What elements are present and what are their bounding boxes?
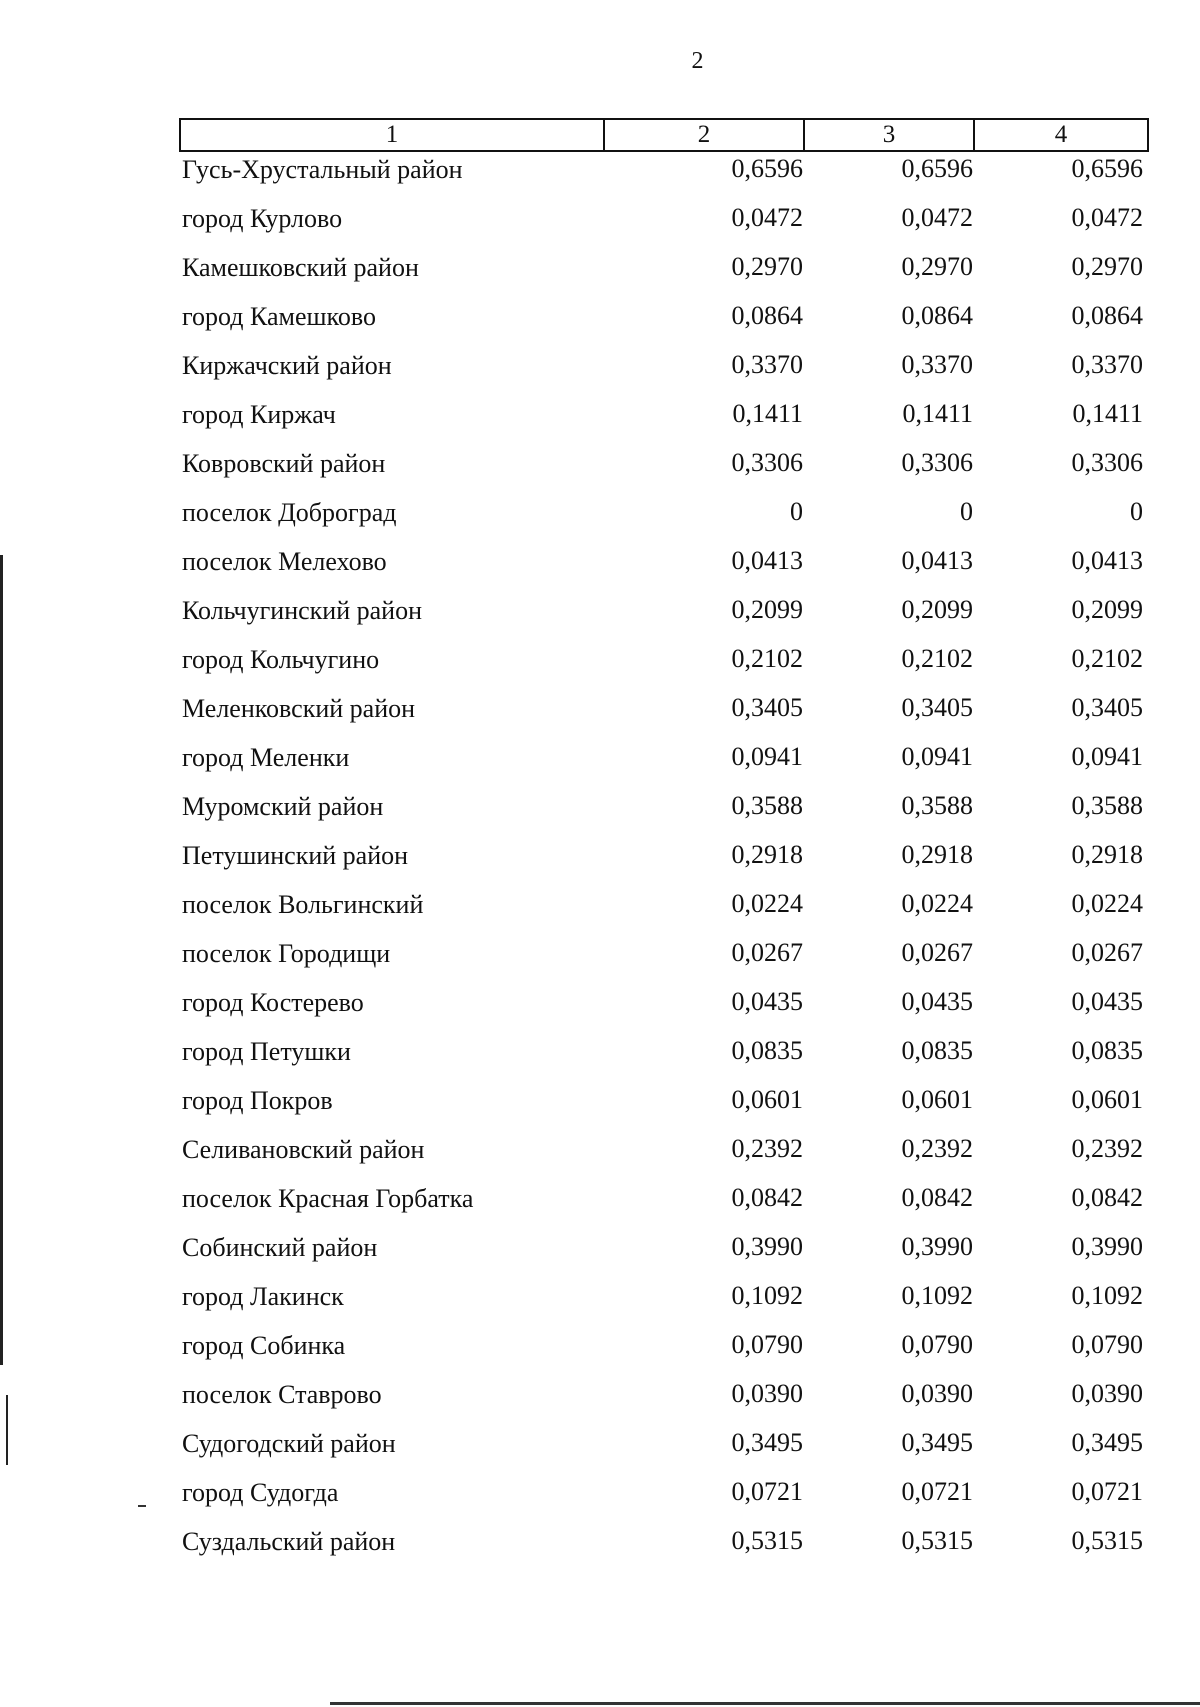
row-value-col4: 0 bbox=[1130, 497, 1143, 526]
table-row bbox=[0, 496, 1200, 545]
column-header-table bbox=[179, 118, 1149, 152]
row-name: город Киржач bbox=[182, 400, 336, 429]
row-value-col3: 0,3990 bbox=[901, 1232, 973, 1261]
row-name: Собинский район bbox=[182, 1233, 378, 1262]
row-value-col2: 0,1092 bbox=[731, 1281, 803, 1310]
row-name: Муромский район bbox=[182, 792, 384, 821]
row-name: Селивановский район bbox=[182, 1135, 425, 1164]
row-value-col4: 0,0835 bbox=[1071, 1036, 1143, 1065]
row-value-col2: 0,0413 bbox=[731, 546, 803, 575]
row-value-col2: 0,0390 bbox=[731, 1379, 803, 1408]
row-value-col4: 0,3306 bbox=[1071, 448, 1143, 477]
row-name: город Камешково bbox=[182, 302, 376, 331]
table-row bbox=[0, 1182, 1200, 1231]
row-value-col2: 0,0435 bbox=[731, 987, 803, 1016]
row-value-col4: 0,3495 bbox=[1071, 1428, 1143, 1457]
table-row bbox=[0, 1035, 1200, 1084]
row-value-col4: 0,0390 bbox=[1071, 1379, 1143, 1408]
column-header-3: 3 bbox=[804, 119, 974, 151]
row-value-col4: 0,6596 bbox=[1071, 154, 1143, 183]
row-value-col4: 0,0267 bbox=[1071, 938, 1143, 967]
table-row bbox=[0, 545, 1200, 594]
scan-artifact-edge bbox=[330, 1702, 1200, 1705]
row-value-col2: 0,2102 bbox=[731, 644, 803, 673]
row-value-col3: 0,0224 bbox=[901, 889, 973, 918]
row-name: город Меленки bbox=[182, 743, 350, 772]
column-header-2: 2 bbox=[604, 119, 804, 151]
row-value-col3: 0,3588 bbox=[901, 791, 973, 820]
row-name: Ковровский район bbox=[182, 449, 386, 478]
row-value-col2: 0,2918 bbox=[731, 840, 803, 869]
row-name: город Судогда bbox=[182, 1478, 339, 1507]
row-value-col2: 0,0842 bbox=[731, 1183, 803, 1212]
row-name: Суздальский район bbox=[182, 1527, 396, 1556]
row-name: город Кольчугино bbox=[182, 645, 380, 674]
row-value-col3: 0,2102 bbox=[901, 644, 973, 673]
scan-artifact-mark bbox=[138, 1505, 146, 1507]
table-row bbox=[0, 986, 1200, 1035]
row-name: город Лакинск bbox=[182, 1282, 344, 1311]
row-value-col2: 0,0941 bbox=[731, 742, 803, 771]
row-value-col2: 0,3588 bbox=[731, 791, 803, 820]
row-value-col3: 0,3405 bbox=[901, 693, 973, 722]
row-value-col2: 0,2392 bbox=[731, 1134, 803, 1163]
row-value-col2: 0,2970 bbox=[731, 252, 803, 281]
table-row bbox=[0, 643, 1200, 692]
row-name: Судогодский район bbox=[182, 1429, 396, 1458]
table-row bbox=[0, 251, 1200, 300]
row-value-col3: 0 bbox=[960, 497, 973, 526]
row-value-col3: 0,0721 bbox=[901, 1477, 973, 1506]
row-value-col4: 0,0941 bbox=[1071, 742, 1143, 771]
row-value-col4: 0,2099 bbox=[1071, 595, 1143, 624]
table-row bbox=[0, 300, 1200, 349]
page-number: 2 bbox=[691, 48, 704, 74]
row-value-col4: 0,2102 bbox=[1071, 644, 1143, 673]
row-value-col2: 0,1411 bbox=[732, 399, 803, 428]
table-row bbox=[0, 447, 1200, 496]
row-name: Камешковский район bbox=[182, 253, 419, 282]
row-value-col3: 0,1092 bbox=[901, 1281, 973, 1310]
row-value-col3: 0,0941 bbox=[901, 742, 973, 771]
row-value-col4: 0,2918 bbox=[1071, 840, 1143, 869]
row-value-col4: 0,0472 bbox=[1071, 203, 1143, 232]
table-row bbox=[0, 741, 1200, 790]
table-row bbox=[0, 1329, 1200, 1378]
table-row bbox=[0, 1280, 1200, 1329]
row-name: поселок Городищи bbox=[182, 939, 391, 968]
column-header-4: 4 bbox=[974, 119, 1148, 151]
row-value-col2: 0,0721 bbox=[731, 1477, 803, 1506]
row-value-col4: 0,0435 bbox=[1071, 987, 1143, 1016]
scan-artifact-line bbox=[0, 555, 3, 1365]
row-value-col2: 0,2099 bbox=[731, 595, 803, 624]
row-value-col2: 0,0267 bbox=[731, 938, 803, 967]
row-name: поселок Доброград bbox=[182, 498, 397, 527]
row-value-col4: 0,1092 bbox=[1071, 1281, 1143, 1310]
row-value-col2: 0,0790 bbox=[731, 1330, 803, 1359]
row-value-col3: 0,2392 bbox=[901, 1134, 973, 1163]
row-value-col4: 0,0721 bbox=[1071, 1477, 1143, 1506]
row-value-col2: 0,5315 bbox=[731, 1526, 803, 1555]
row-value-col3: 0,3370 bbox=[901, 350, 973, 379]
row-value-col3: 0,0267 bbox=[901, 938, 973, 967]
data-rows bbox=[0, 153, 1200, 1574]
row-name: поселок Мелехово bbox=[182, 547, 387, 576]
row-value-col2: 0,3306 bbox=[731, 448, 803, 477]
row-value-col3: 0,0835 bbox=[901, 1036, 973, 1065]
row-value-col2: 0,3495 bbox=[731, 1428, 803, 1457]
row-value-col4: 0,0601 bbox=[1071, 1085, 1143, 1114]
row-value-col4: 0,2392 bbox=[1071, 1134, 1143, 1163]
row-value-col4: 0,0413 bbox=[1071, 546, 1143, 575]
row-value-col3: 0,0390 bbox=[901, 1379, 973, 1408]
table-row bbox=[0, 692, 1200, 741]
row-value-col3: 0,0842 bbox=[901, 1183, 973, 1212]
row-name: Меленковский район bbox=[182, 694, 416, 723]
row-value-col3: 0,0413 bbox=[901, 546, 973, 575]
row-value-col2: 0,0224 bbox=[731, 889, 803, 918]
row-value-col2: 0,0864 bbox=[731, 301, 803, 330]
table-row bbox=[0, 888, 1200, 937]
row-value-col4: 0,3370 bbox=[1071, 350, 1143, 379]
row-value-col2: 0,3370 bbox=[731, 350, 803, 379]
table-row bbox=[0, 1133, 1200, 1182]
row-name: город Петушки bbox=[182, 1037, 351, 1066]
row-name: Петушинский район bbox=[182, 841, 409, 870]
row-value-col2: 0,0601 bbox=[731, 1085, 803, 1114]
row-name: город Собинка bbox=[182, 1331, 346, 1360]
row-value-col3: 0,2918 bbox=[901, 840, 973, 869]
table-row bbox=[0, 1476, 1200, 1525]
row-value-col4: 0,3990 bbox=[1071, 1232, 1143, 1261]
row-name: поселок Ставрово bbox=[182, 1380, 382, 1409]
row-value-col2: 0,6596 bbox=[731, 154, 803, 183]
row-name: Кольчугинский район bbox=[182, 596, 422, 625]
row-name: Киржачский район bbox=[182, 351, 392, 380]
row-value-col4: 0,0842 bbox=[1071, 1183, 1143, 1212]
row-value-col3: 0,0472 bbox=[901, 203, 973, 232]
row-value-col2: 0,0835 bbox=[731, 1036, 803, 1065]
table-row bbox=[0, 1525, 1200, 1574]
row-name: город Покров bbox=[182, 1086, 333, 1115]
row-value-col2: 0 bbox=[790, 497, 803, 526]
row-value-col3: 0,3495 bbox=[901, 1428, 973, 1457]
row-value-col4: 0,3588 bbox=[1071, 791, 1143, 820]
row-value-col3: 0,2970 bbox=[901, 252, 973, 281]
table-row bbox=[0, 937, 1200, 986]
table-row bbox=[0, 1084, 1200, 1133]
row-value-col4: 0,0224 bbox=[1071, 889, 1143, 918]
table-row bbox=[0, 839, 1200, 888]
table-row bbox=[0, 349, 1200, 398]
row-name: Гусь-Хрустальный район bbox=[182, 155, 463, 184]
row-name: город Курлово bbox=[182, 204, 343, 233]
row-value-col3: 0,0790 bbox=[901, 1330, 973, 1359]
row-value-col3: 0,6596 bbox=[901, 154, 973, 183]
row-value-col2: 0,0472 bbox=[731, 203, 803, 232]
table-row bbox=[0, 1427, 1200, 1476]
table-row bbox=[0, 790, 1200, 839]
table-row bbox=[0, 398, 1200, 447]
row-value-col4: 0,5315 bbox=[1071, 1526, 1143, 1555]
column-header-row bbox=[180, 119, 1148, 151]
row-name: поселок Вольгинский bbox=[182, 890, 424, 919]
row-value-col2: 0,3405 bbox=[731, 693, 803, 722]
row-value-col4: 0,1411 bbox=[1072, 399, 1143, 428]
table-row bbox=[0, 1231, 1200, 1280]
scan-artifact-line bbox=[6, 1395, 8, 1465]
row-value-col3: 0,0864 bbox=[901, 301, 973, 330]
table-row bbox=[0, 594, 1200, 643]
column-header-1: 1 bbox=[180, 119, 604, 151]
row-name: поселок Красная Горбатка bbox=[182, 1184, 474, 1213]
row-value-col3: 0,0435 bbox=[901, 987, 973, 1016]
row-value-col3: 0,3306 bbox=[901, 448, 973, 477]
row-value-col3: 0,1411 bbox=[902, 399, 973, 428]
row-value-col4: 0,2970 bbox=[1071, 252, 1143, 281]
row-value-col4: 0,0790 bbox=[1071, 1330, 1143, 1359]
row-value-col4: 0,3405 bbox=[1071, 693, 1143, 722]
row-value-col2: 0,3990 bbox=[731, 1232, 803, 1261]
table-row bbox=[0, 153, 1200, 202]
row-name: город Костерево bbox=[182, 988, 364, 1017]
table-row bbox=[0, 1378, 1200, 1427]
row-value-col4: 0,0864 bbox=[1071, 301, 1143, 330]
row-value-col3: 0,5315 bbox=[901, 1526, 973, 1555]
row-value-col3: 0,0601 bbox=[901, 1085, 973, 1114]
row-value-col3: 0,2099 bbox=[901, 595, 973, 624]
table-row bbox=[0, 202, 1200, 251]
